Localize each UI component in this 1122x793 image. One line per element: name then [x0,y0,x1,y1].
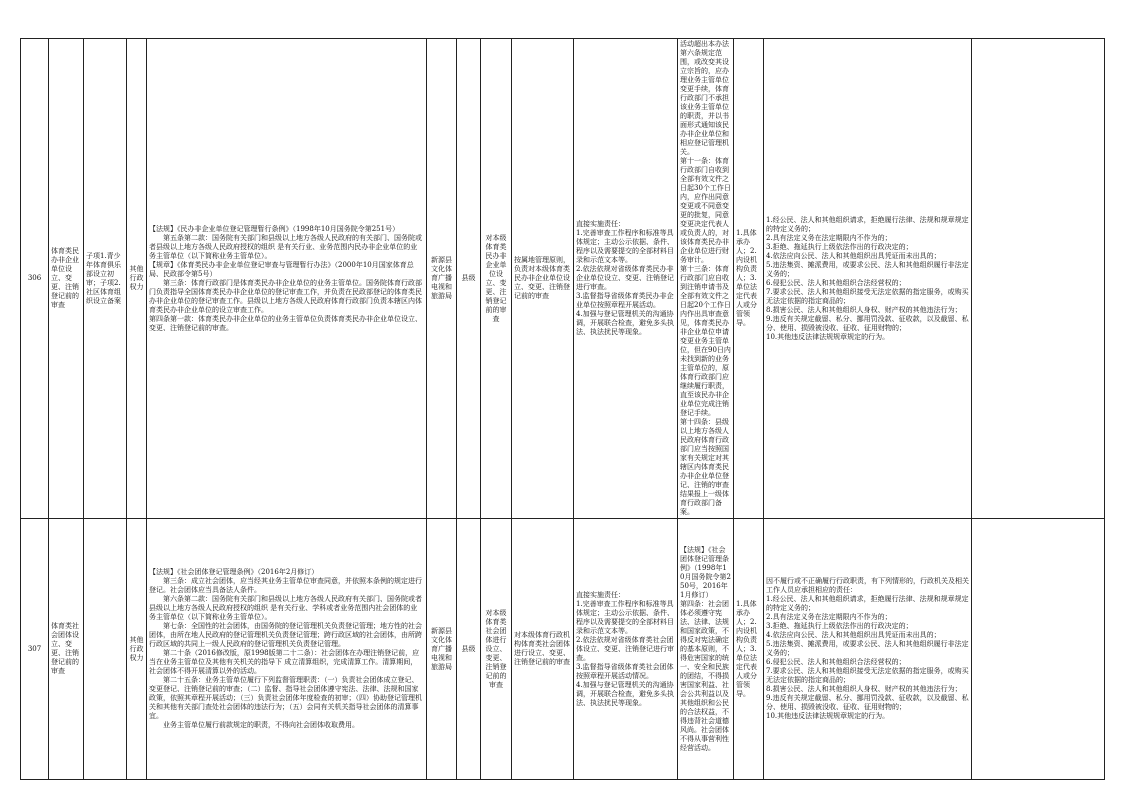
basis-line: 第三条：体育行政部门是体育类民办非企业单位的业务主管单位。国务院体育行政部门负责指导全国体育类民办非企业单位的登记审查工作，并负责在民政部登记的体育类民办非企业单位的登记审查工作。县级以上地方各级人民政府体育行政部门负责本辖区内体育类民办非企业单位的设立审查工作。 [149,278,422,314]
power-list-table [20,38,1105,780]
table-row [21,39,1105,519]
duty-line: 直接实施责任： [576,220,625,228]
basis-line: 第六条第二款：国务院有关部门和县级以上地方各级人民政府有关部门、国务院或者县级以上地方各级人民政府授权的组织 是有关行业、学科或者业务范围内社会团体的业务主管单位（以下简称业务主管单位）。 [149,595,422,621]
sub-items: 子项1.青少年体育俱乐部设立初审；子项2.社区体育组织设立备案 [84,39,127,519]
basis-line: 【法规】《社会团体登记管理条例》（2016年2月修订） [149,568,319,576]
duty-basis: 【法规】《社会团体登记管理条例》（1998年10月国务院令第250号，2016年1月修订） 第四条：社会团体必须遵守宪法、法律、法规和国家政策，不得反对宪法确定的基本原则，不得危害国家的统一、安全和民族的团结，不得损害国家利益、社会公共利益以及其他组织和公民的合法权益，不得违背社会道德风尚。社会团体不得从事营利性经营活动。 [678,519,734,780]
implementing-dept: 新源县文化体育广播电视和旅游局 [427,39,457,519]
accountability-line: 9.违反有关规定截留、私分、挪用罚没款、征收款，以及截留、私分、使用、损毁被没收、征收、征用财物的； [766,694,969,711]
implementing-subject: 按属地管理原则，负责对本级体育类民办非企业单位设立、变更、注销登记前的审查 [512,39,574,519]
remark [972,519,1105,780]
basis-line: 第三条：成立社会团体，应当经其业务主管单位审查同意，并依照本条例的规定进行登记。社会团体应当具备法人条件。 [149,577,422,594]
responsible-persons: 1.具体承办人；2.内设机构负责人；3.单位法定代表人或分管领导。 [734,519,764,780]
accountability-line: 4.依法应向公民、法人和其他组织出具凭证而未出具的； [766,631,941,639]
level: 县级 [457,519,481,780]
implementing-subject: 对本级体育行政机构体育类社会团体进行设立、变更、注销登记前的审查 [512,519,574,780]
accountability-line: 5.违法集资、摊派费用，或要求公民、法人和其他组织履行非法定义务的； [766,260,969,278]
accountability-line: 10.其他违反法律法规规章规定的行为。 [766,332,890,341]
legal-basis [147,39,427,519]
accountability-line: 6.侵犯公民、法人和其他组织合法经营权的； [766,278,906,287]
duty-line: 1.完善审查工作程序和标准等具体规定；主动公示依据、条件、程序以及需要提交的全部材料目录和示范文本等。 [576,229,674,264]
row-number: 307 [21,519,49,780]
accountability-line: 7.要求公民、法人和其他组织接受无法定依据的指定服务，或购买无法定依据的指定商品的； [766,667,969,684]
accountability-line: 因不履行或不正确履行行政职责，有下列情形的，行政机关及相关工作人员应承担相应的责任： [766,577,969,594]
accountability-line: 3.拒绝、拖延执行上级依法作出的行政决定的； [766,622,913,630]
accountability-line: 7.要求公民、法人和其他组织接受无法定依据的指定服务，或购买无法定依据的指定商品的； [766,287,969,305]
duty-line: 1.完善审查工作程序和标准等具体规定；主动公示依据、条件、程序以及需要提交的全部材料目录和示范文本等。 [576,599,674,635]
accountability [764,39,972,519]
row-number: 306 [21,39,49,519]
accountability-line: 1.经公民、法人和其他组织请求，拒绝履行法律、法规和规章规定的特定义务的； [766,595,969,612]
accountability-line: 10.其他违反法律法规规章规定的行为。 [766,712,890,720]
basis-line: 第五条第二款：国务院有关部门和县级以上地方各级人民政府的有关部门、国务院或者县级以上地方各级人民政府授权的组织 是有关行业、业务范围内民办非企业单位的业务主管单位（以下简称业务主管单位）。 [149,233,422,260]
duty-basis: 活动超出本办法第六条规定范围，或改变其设立宗旨的，应办理业务主管单位变更手续，体育行政部门不承担该业务主管单位的职责，并以书面形式通知该民办非企业单位和相应登记管理机关。 第十一条：体育行政部门自收到全部有效文件之日起30个工作日内，应作出同意变更或不同意变更的批复，同意变更决定代表人或负责人的，对该体育类民办非企业单位进行财务审计。 第十三条：体育行政部门应自收到注销申请书及全部有效文件之日起20个工作日内作出具审查意见，体育类民办非企业单位申请变更业务主管单位，但在90日内未找到新的业务主管单位的，原体育行政部门应继续履行职责，直至该民办非企业单位完成注销登记手续。 第十四条：县级以上地方各级人民政府体育行政部门应当按照国家有关规定对其辖区内体育类民办非企业单位登记、注销的审查结果报上一级体育行政部门备案。 [678,39,734,519]
accountability [764,519,972,780]
power-object: 对本级体育类社会团体进行设立、变更、注销登记前的审查 [481,519,512,780]
remark [972,39,1105,519]
accountability-line: 5.违法集资、摊派费用，或要求公民、法人和其他组织履行非法定义务的； [766,640,969,657]
basis-line: 第二十条（2016修改版，原1998版第二十二条）：社会团体在办理注销登记前，应当在业务主管单位及其他有关机关的指导下 成立清算组织，完成清算工作。清算期间，社会团体不得开展清算以外的活动。 [149,649,420,675]
duty-items [574,39,678,519]
basis-line: 【法规】《民办非企业单位登记管理暂行条例》（1998年10月国务院令第251号） [149,224,400,233]
duty-line: 3.监督指导省级体育类民办非企业单位按照章程开展活动。 [576,292,674,309]
duty-line: 2.依法依规对省级体育类民办非企业单位设立、变更、注销登记进行审查。 [576,265,674,291]
level: 县级 [457,39,481,519]
power-type: 其他行政权力 [127,39,147,519]
duty-line: 4.加强与登记管理机关的沟通协调，开展联合检查，避免多头执法、执法扰民等现象。 [576,680,674,707]
accountability-line: 8.损害公民、法人和其他组织人身权、财产权的其他违法行为； [766,685,962,693]
basis-line: 第四条第一款：体育类民办非企业单位的业务主管单位负责体育类民办非企业单位设立、变更、注销登记前的审查。 [149,314,422,332]
duty-items [574,519,678,780]
basis-line: 【规章】《体育类民办非企业单位登记审查与管理暂行办法》（2000年10月国家体育总局、民政部令第5号） [149,260,414,278]
accountability-line: 2.具有法定义务在法定期限内不作为的； [766,233,892,242]
table-row [21,519,1105,780]
legal-basis [147,519,427,780]
power-type: 其他行政权力 [127,519,147,780]
power-object: 对本级体育类民办非企业单位设立、变更、注销登记前的审查 [481,39,512,519]
accountability-line: 3.拒绝、拖延执行上级依法作出的行政决定的； [766,242,913,251]
responsible-persons: 1.具体承办人；2.内设机构负责人；3.单位法定代表人或分管领导。 [734,39,764,519]
basis-line: 第七条：全国性的社会团体，由国务院的登记管理机关负责登记管理；地方性的社会团体，由所在地人民政府的登记管理机关负责登记管理；跨行政区域的社会团体，由所跨行政区域的共同上一级人民政府的登记管理机关负责登记管理。 [149,622,422,648]
duty-line: 2.依法依规对省级体育类社会团体设立、变更、注销登记进行审查。 [576,635,674,662]
accountability-line: 9.违反有关规定截留、私分、挪用罚没款、征收款，以及截留、私分、使用、损毁被没收、征收、征用财物的； [766,314,969,332]
accountability-line: 2.具有法定义务在法定期限内不作为的； [766,613,892,621]
duty-line: 4.加强与登记管理机关的沟通协调，开展联合检查，避免多头执法、执法扰民等现象。 [576,310,674,336]
power-name: 体育类社会团体设立、变更、注销登记前的审查 [49,519,84,780]
power-name: 体育类民办非企业单位设立、变更、注销登记前的审查 [49,39,84,519]
duty-line: 直接实施责任： [576,590,625,599]
duty-line: 3.监督指导省级体育类社会团体按照章程开展活动情况。 [576,662,674,680]
accountability-line: 1.经公民、法人和其他组织请求，拒绝履行法律、法规和规章规定的特定义务的； [766,215,969,233]
basis-line: 业务主管单位履行前款规定的职责，不得向社会团体收取费用。 [163,721,359,729]
sub-items [84,519,127,780]
accountability-line: 4.依法应向公民、法人和其他组织出具凭证而未出具的； [766,251,941,260]
accountability-line: 6.侵犯公民、法人和其他组织合法经营权的； [766,658,906,666]
implementing-dept: 新源县文化体育广播电视和旅游局 [427,519,457,780]
accountability-line: 8.损害公民、法人和其他组织人身权、财产权的其他违法行为； [766,305,962,314]
basis-line: 第二十五条：业务主管单位履行下列监督管理职责：（一）负责社会团体成立登记、变更登记、注销登记前的审查；（二）监督、指导社会团体遵守宪法、法律、法规和国家政策，依照其章程开展活动；（三）负责社会团体年度检查的初审；（四）协助登记管理机关和其他有关部门查处社会团体的违法行为；（五）会同有关机关指导社会团体的清算事宜。 [149,676,422,720]
